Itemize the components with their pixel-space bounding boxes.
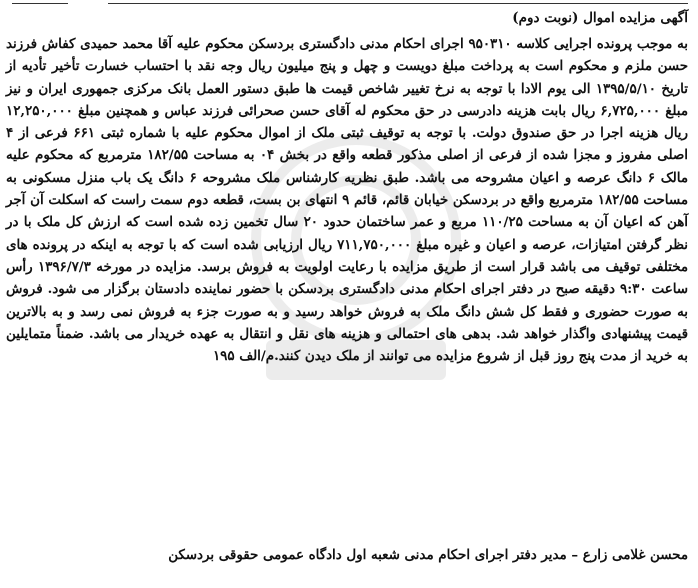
notice-body: به موجب پرونده اجرایی کلاسه ۹۵۰۳۱۰ اجرای احکام مدنی دادگستری بردسکن محکوم علیه آقا محمد حمیدی کفاش فرزند حسن ملزم و محکوم است به پرداخت مبلغ دویست و چهل و پنج میلیون ریال وجه نقد با احتساب خسارت تأخیر تأدیه از تاریخ ۱۳۹۵/۵/۱۰ الی یوم الادا با توجه به نرخ تغییر شاخص قیمت ها طبق دستور العمل بانک مرکزی جمهوری ایران و نیز مبلغ ۶,۷۲۵,۰۰۰ ریال بابت هزینه دادرسی در حق محکوم له آقای حسن صحرائی فرزند عباس و همچنین مبلغ ۱۲,۲۵۰,۰۰۰ ریال هزینه اجرا در حق صندوق دولت. با توجه به توقیف ثبتی ملک از اموال محکوم علیه با شماره ثبتی ۶۶۱ فرعی از ۴ اصلی مفروز و مجزا شده از فرعی از اصلی مذکور قطعه واقع در بخش ۰۴ به مساحت ۱۸۲/۵۵ مترمربع که محکوم علیه مالک ۶ دانگ عرصه و اعیان مشروحه می باشد. طبق نظریه کارشناس ملک مشروحه ۶ دانگ یک باب منزل مسکونی به مساحت ۱۸۲/۵۵ مترمربع واقع در بردسکن خیابان قائم، قائم ۹ انتهای بن بست، قطعه دوم سمت راست که اسکلت آن آجر آهن که اعیان آن به مساحت ۱۱۰/۲۵ مربع و عمر ساختمان حدود ۲۰ سال تخمین زده شده است که ارزش کل ملک با در نظر گرفتن امتیازات، عرصه و اعیان و غیره مبلغ ۷۱۱,۷۵۰,۰۰۰ ریال ارزیابی شده است که با توجه به اینکه در پرونده های مختلفی توقیف می باشد قرار است از طریق مزایده با رعایت اولویت به فروش برسد. مزایده در مورخه ۱۳۹۶/۷/۳ رأس ساعت ۹:۳۰ دقیقه صبح در دفتر اجرای احکام مدنی دادگستری بردسکن با حضور نماینده دادستان برگزار می شود. فروش به صورت حضوری و فقط کل شش دانگ ملک به فروش خواهد رسید و به صورت جزء به فروش نمی رسد و به بالاترین قیمت پیشنهادی واگذار خواهد شد. بدهی های احتمالی و هزینه های نقل و انتقال به عهده خریدار می باشد. ضمناً متمایلین به خرید از مدت پنج روز قبل از شروع مزایده می توانند از ملک دیدن کنند.م/الف ۱۹۵ bbox=[6, 36, 689, 365]
notice-signature: محسن غلامی زارع – مدیر دفتر اجرای احکام مدنی شعبه اول دادگاه عمومی حقوقی بردسکن bbox=[168, 547, 688, 563]
top-rule-left bbox=[12, 3, 68, 4]
notice-title: آگهی مزایده اموال (نوبت دوم) bbox=[512, 10, 688, 26]
top-rule bbox=[108, 3, 688, 4]
auction-notice bbox=[6, 0, 688, 588]
